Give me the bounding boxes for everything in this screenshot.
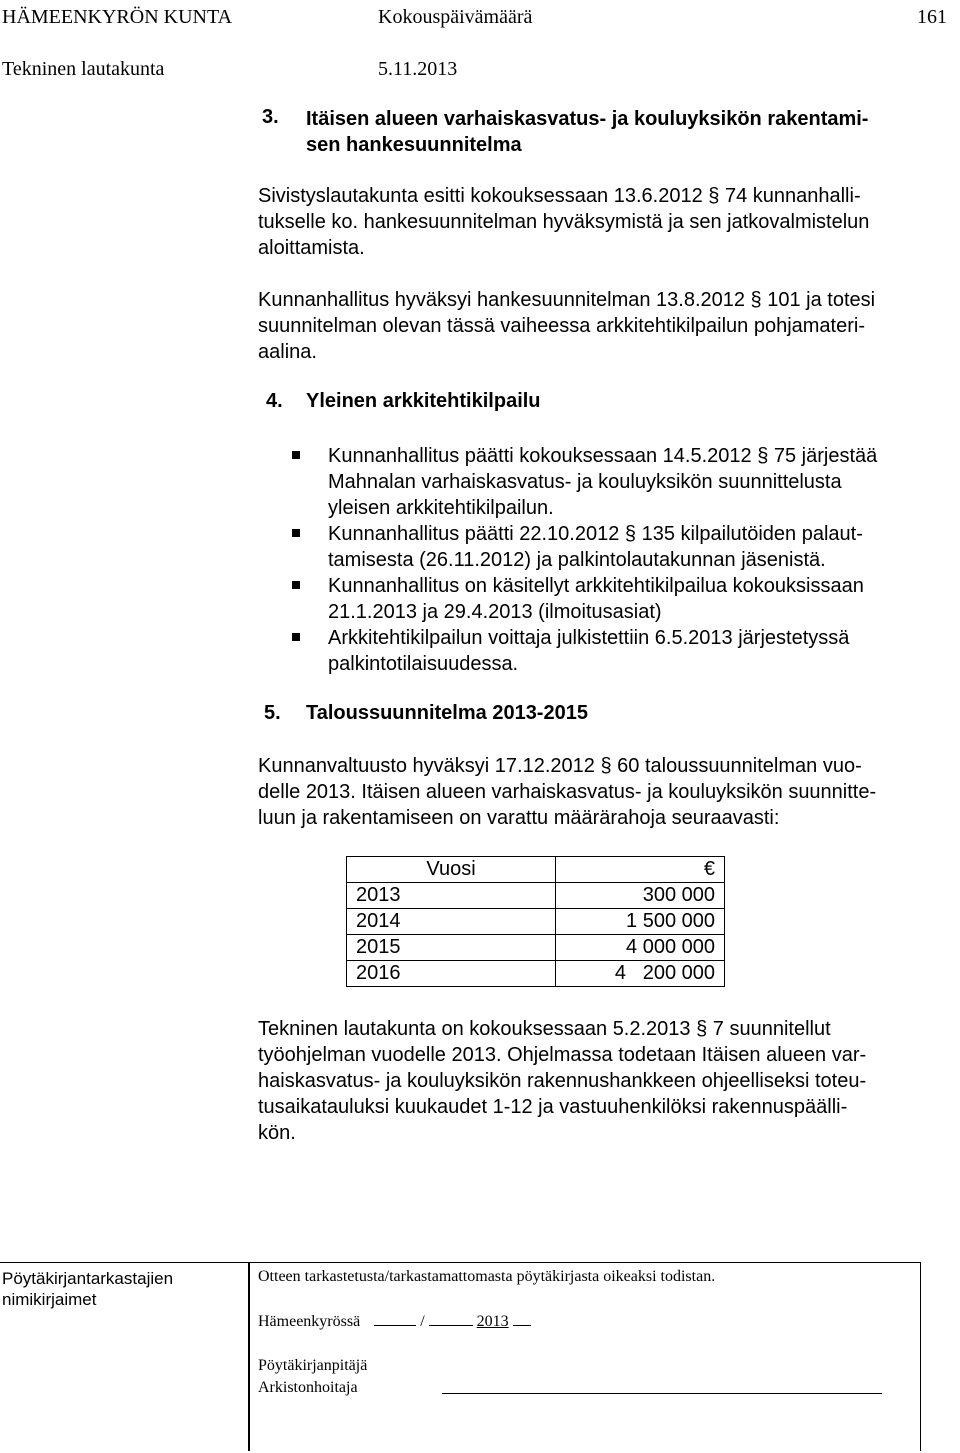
appropriations-table: [346, 856, 725, 987]
section3-paragraph-2: [258, 287, 948, 365]
footer-keepers: [258, 1355, 367, 1399]
footer-day-blank[interactable]: [374, 1311, 416, 1326]
bullet-item: Kunnanhallitus päätti 22.10.2012 § 135 kilpailutöiden palaut- tamisesta (26.11.2012) ja palkintolautakunnan jäsenistä.: [292, 521, 877, 573]
header-committee: Tekninen lautakunta: [2, 58, 165, 80]
section3-heading: [306, 106, 868, 158]
bullet-square-icon: [292, 529, 300, 537]
paragraph-line: kön.: [258, 1122, 296, 1144]
paragraph-line: Kunnanhallitus hyväksyi hankesuunnitelman 13.8.2012 § 101 ja totesi: [258, 289, 876, 311]
footer-signature-box: [0, 1262, 921, 1451]
table-row: 2014 1 500 000: [347, 909, 725, 935]
footer-year-suffix-blank[interactable]: [513, 1311, 531, 1326]
paragraph-line: tukselle ko. hankesuunnitelman hyväksymistä ja sen jatkovalmistelun: [258, 211, 870, 233]
table-row: 2016 4 200 000: [347, 961, 725, 987]
table-header-euro: €: [556, 857, 725, 883]
header-doc-type: Kokouspäivämäärä: [378, 6, 533, 28]
footer-signature-line[interactable]: [442, 1393, 882, 1394]
table-header-row: [347, 857, 725, 883]
footer-place: Hämeenkyrössä: [258, 1313, 361, 1330]
bullet-item: Kunnanhallitus on käsitellyt arkkitehtikilpailua kokouksissaan 21.1.2013 ja 29.4.2013 (ilmoitusasiat): [292, 573, 877, 625]
footer-year: 2013: [476, 1313, 509, 1330]
bullet-item: Kunnanhallitus päätti kokouksessaan 14.5.2012 § 75 järjestää Mahnalan varhaiskasvatus- ja kouluyksikön suunnittelusta yleisen arkkitehtikilpailun.: [292, 443, 877, 521]
paragraph-line: aloittamista.: [258, 237, 365, 259]
section3-heading-line: Itäisen alueen varhaiskasvatus- ja kouluyksikön rakentami-: [306, 108, 869, 130]
paragraph-line: Sivistyslautakunta esitti kokouksessaan 13.6.2012 § 74 kunnanhalli-: [258, 185, 861, 207]
bullet-square-icon: [292, 451, 300, 459]
footer-certification: Otteen tarkastetusta/tarkastamattomasta pöytäkirjasta oikeaksi todistan.: [258, 1268, 716, 1285]
footer-place-date: [258, 1311, 531, 1331]
bullet-square-icon: [292, 633, 300, 641]
footer-initials-label: Pöytäkirjantarkastajien nimikirjaimet: [2, 1269, 174, 1309]
paragraph-line: Tekninen lautakunta on kokouksessaan 5.2.2013 § 7 suunnitellut: [258, 1018, 831, 1040]
footer-keeper-2: Arkistonhoitaja: [258, 1379, 358, 1396]
paragraph-line: haiskasvatus- ja kouluyksikön rakennushankkeen ohjeelliseksi toteu-: [258, 1070, 867, 1092]
section5-paragraph-1: [258, 753, 948, 831]
paragraph-line: luun ja rakentamiseen on varattu määrärahoja seuraavasti:: [258, 807, 780, 829]
paragraph-line: suunnitelman olevan tässä vaiheessa arkkitehtikilpailun pohjamateri-: [258, 315, 866, 337]
table-row: 2013 300 000: [347, 883, 725, 909]
bullet-item: Arkkitehtikilpailun voittaja julkistettiin 6.5.2013 järjestetyssä palkintotilaisuudessa.: [292, 625, 877, 677]
footer-divider: [248, 1263, 250, 1451]
section3-heading-line: sen hankesuunnitelma: [306, 134, 522, 156]
section4-number: 4.: [266, 390, 283, 412]
paragraph-line: Kunnanvaltuusto hyväksyi 17.12.2012 § 60 taloussuunnitelman vuo-: [258, 755, 862, 777]
header-municipality: HÄMEENKYRÖN KUNTA: [2, 6, 233, 28]
section4-bullet-list: [292, 443, 877, 677]
paragraph-line: delle 2013. Itäisen alueen varhaiskasvatus- ja kouluyksikön suunnitte-: [258, 781, 877, 803]
header-page-number: 161: [917, 6, 947, 28]
paragraph-line: tusaikatauluksi kuukaudet 1-12 ja vastuuhenkilöksi rakennuspäälli-: [258, 1096, 848, 1118]
section4-heading: Yleinen arkkitehtikilpailu: [306, 390, 541, 412]
footer-keeper-1: Pöytäkirjanpitäjä: [258, 1357, 368, 1374]
paragraph-line: aalina.: [258, 341, 317, 363]
footer-month-blank[interactable]: [429, 1311, 473, 1326]
header-date: 5.11.2013: [378, 58, 458, 80]
section3-number: 3.: [262, 106, 279, 128]
section5-number: 5.: [264, 702, 281, 724]
paragraph-line: työohjelman vuodelle 2013. Ohjelmassa todetaan Itäisen alueen var-: [258, 1044, 867, 1066]
section5-paragraph-2: [258, 1016, 948, 1146]
section5-heading: Taloussuunnitelma 2013-2015: [306, 702, 588, 724]
table-header-year: Vuosi: [347, 857, 556, 883]
bullet-square-icon: [292, 581, 300, 589]
footer-date-separator: /: [420, 1313, 425, 1330]
section3-paragraph-1: [258, 183, 948, 261]
table-row: 2015 4 000 000: [347, 935, 725, 961]
